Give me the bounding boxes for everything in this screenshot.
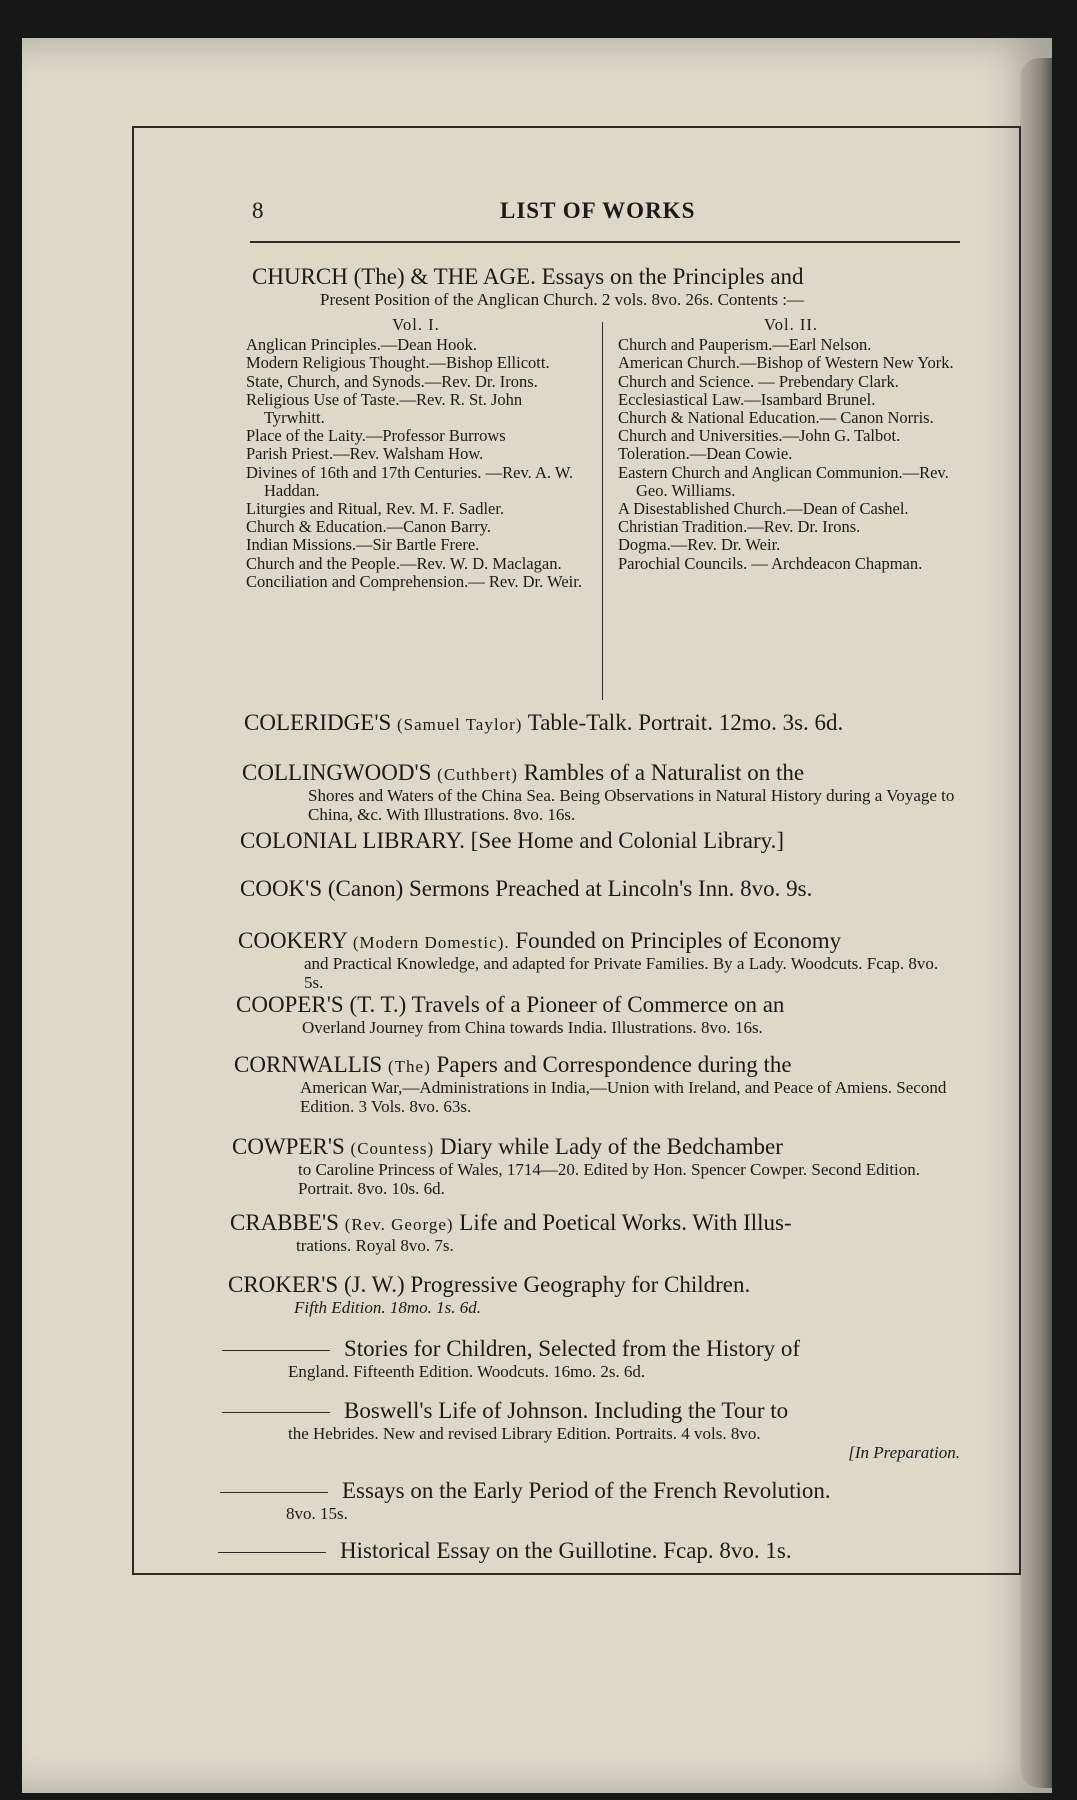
- entry-head-rest: Stories for Children, Selected from the History of: [344, 1336, 801, 1361]
- entry-head: COLERIDGE'S: [244, 710, 392, 735]
- list-item: Ecclesiastical Law.—Isambard Brunel.: [618, 389, 876, 409]
- vol1-label: Vol. I.: [392, 315, 440, 334]
- entry-note: [In Preparation.: [848, 1443, 960, 1462]
- entry-head: CROKER'S: [228, 1272, 339, 1297]
- entry-head: CRABBE'S: [230, 1210, 339, 1235]
- list-item: Anglican Principles.—Dean Hook.: [246, 335, 477, 355]
- entry-sub: 8vo. 15s.: [286, 1504, 348, 1523]
- contents-columns: [246, 316, 964, 706]
- list-item: Christian Tradition.—Rev. Dr. Irons.: [618, 517, 861, 537]
- list-item: Divines of 16th and 17th Centuries. —Rev. A. W. Haddan.: [246, 462, 574, 500]
- list-item: Indian Missions.—Sir Bartle Frere.: [246, 535, 480, 555]
- entry-head-sc: (The): [387, 1057, 431, 1076]
- entry-head-rest: Rambles of a Naturalist on the: [523, 760, 805, 785]
- entry-head-rest: Boswell's Life of Johnson. Including the Tour to: [344, 1398, 789, 1423]
- entry-head: COOK'S: [240, 876, 323, 901]
- entry-cooper: [236, 992, 960, 1037]
- entry-sub: to Caroline Princess of Wales, 1714—20. Edited by Hon. Spencer Cowper. Second Edition. Portrait. 8vo. 10s. 6d.: [298, 1160, 921, 1198]
- entry-head-rest: Founded on Principles of Economy: [515, 928, 842, 953]
- entry-head-sc: (Modern Domestic).: [352, 933, 510, 952]
- list-item: Modern Religious Thought.—Bishop Ellicott.: [246, 353, 550, 373]
- entry-head-sc: (Rev. George): [344, 1215, 454, 1234]
- list-item: A Disestablished Church.—Dean of Cashel.: [618, 499, 909, 519]
- entry-head: CHURCH (The) & THE AGE.: [252, 264, 536, 289]
- ditto-dash: [222, 1412, 330, 1413]
- entry-head-rest: Diary while Lady of the Bedchamber: [439, 1134, 783, 1159]
- entry-head-rest: Essays on the Principles and: [541, 264, 804, 289]
- entry-head: COLONIAL LIBRARY.: [240, 828, 465, 853]
- entry-cookery: [238, 928, 960, 992]
- entry-sub: the Hebrides. New and revised Library Edition. Portraits. 4 vols. 8vo.: [288, 1424, 761, 1443]
- list-item: Parochial Councils. — Archdeacon Chapman.: [618, 553, 923, 573]
- column-divider: [602, 322, 603, 700]
- vol2-column: [618, 316, 964, 573]
- entry-head: COOPER'S: [236, 992, 344, 1017]
- entry-head: CORNWALLIS: [234, 1052, 383, 1077]
- entry-collingwood: [242, 760, 964, 824]
- entry-croker-essays: [220, 1478, 960, 1523]
- list-item: Church and Pauperism.—Earl Nelson.: [618, 335, 872, 355]
- entry-cornwallis: [234, 1052, 960, 1116]
- list-item: Church and Science. — Prebendary Clark.: [618, 371, 899, 391]
- list-item: Religious Use of Taste.—Rev. R. St. John Tyrwhitt.: [246, 389, 523, 428]
- entry-head-rest: [See Home and Colonial Library.]: [470, 828, 785, 853]
- entry-sub: and Practical Knowledge, and adapted for Private Families. By a Lady. Woodcuts. Fcap. 8vo. 5s.: [304, 954, 939, 992]
- entry-head-sc: (Countess): [350, 1139, 435, 1158]
- entry-croker-stories: [222, 1336, 960, 1381]
- ditto-dash: [220, 1492, 328, 1493]
- entry-head-rest: Papers and Correspondence during the: [436, 1052, 792, 1077]
- page-number: 8: [252, 198, 264, 223]
- entry-head: COLLINGWOOD'S: [242, 760, 432, 785]
- list-item: Church and Universities.—John G. Talbot.: [618, 426, 901, 446]
- entry-croker-guillotine: [218, 1538, 960, 1564]
- entry-sub: Overland Journey from China towards India. Illustrations. 8vo. 16s.: [302, 1018, 763, 1037]
- entry-cook: [240, 876, 962, 902]
- entry-head-rest: (T. T.) Travels of a Pioneer of Commerce on an: [349, 992, 785, 1017]
- list-item: Church & Education.—Canon Barry.: [246, 517, 492, 537]
- header-rule: [250, 241, 960, 243]
- entry-sub: England. Fifteenth Edition. Woodcuts. 16mo. 2s. 6d.: [288, 1362, 646, 1381]
- entry-croker-boswell: [222, 1398, 960, 1462]
- list-item: Eastern Church and Anglican Communion.—Rev. Geo. Williams.: [618, 462, 949, 500]
- entry-head: COOKERY: [238, 928, 348, 953]
- entry-sub: Present Position of the Anglican Church. 2 vols. 8vo. 26s. Contents :—: [320, 290, 805, 309]
- vol2-label: Vol. II.: [764, 315, 818, 334]
- list-item: Church & National Education.— Canon Norris.: [618, 408, 934, 428]
- list-item: State, Church, and Synods.—Rev. Dr. Irons.: [246, 371, 538, 391]
- list-item: Church and the People.—Rev. W. D. Maclagan.: [246, 553, 562, 573]
- entry-head: COWPER'S: [232, 1134, 345, 1159]
- entry-head-rest: Life and Poetical Works. With Illus-: [459, 1210, 792, 1235]
- entry-sub: trations. Royal 8vo. 7s.: [296, 1236, 454, 1255]
- running-title: LIST OF WORKS: [500, 198, 696, 223]
- list-item: Place of the Laity.—Professor Burrows: [246, 426, 506, 446]
- list-item: Toleration.—Dean Cowie.: [618, 444, 793, 464]
- entry-croker: [228, 1272, 960, 1317]
- ditto-dash: [222, 1350, 330, 1351]
- entry-head-sc: (Samuel Taylor): [397, 715, 523, 734]
- list-item: Liturgies and Ritual, Rev. M. F. Sadler.: [246, 499, 505, 519]
- list-item: Parish Priest.—Rev. Walsham How.: [246, 444, 484, 464]
- entry-head-rest: Essays on the Early Period of the French Revolution.: [342, 1478, 831, 1503]
- entry-colonial-library: [240, 828, 962, 854]
- entry-head-rest: (J. W.) Progressive Geography for Children.: [343, 1272, 751, 1297]
- entry-church: [252, 264, 962, 309]
- list-item: Conciliation and Comprehension.— Rev. Dr. Weir.: [246, 571, 582, 591]
- list-item: American Church.—Bishop of Western New York.: [618, 353, 954, 373]
- entry-coleridge: [244, 710, 964, 736]
- vol1-column: [246, 316, 586, 591]
- entry-head-rest: (Canon) Sermons Preached at Lincoln's Inn. 8vo. 9s.: [327, 876, 813, 901]
- entry-cowper: [232, 1134, 960, 1198]
- list-item: Dogma.—Rev. Dr. Weir.: [618, 535, 781, 555]
- entry-head-rest: Table-Talk. Portrait. 12mo. 3s. 6d.: [527, 710, 844, 735]
- book-page: [22, 38, 1052, 1793]
- entry-head-sc: (Cuthbert): [437, 765, 518, 784]
- entry-sub: Fifth Edition. 18mo. 1s. 6d.: [294, 1298, 481, 1317]
- entry-sub: American War,—Administrations in India,—Union with Ireland, and Peace of Amiens. Second Edition. 3 Vols. 8vo. 63s.: [300, 1078, 947, 1116]
- running-head: [22, 198, 1052, 238]
- entry-head-rest: Historical Essay on the Guillotine. Fcap. 8vo. 1s.: [340, 1538, 792, 1563]
- entry-sub: Shores and Waters of the China Sea. Being Observations in Natural History during a Voyage to China, &c. With Illustrations. 8vo. 16s.: [308, 786, 955, 824]
- ditto-dash: [218, 1552, 326, 1553]
- entry-crabbe: [230, 1210, 960, 1255]
- page-edge: [1020, 58, 1052, 1788]
